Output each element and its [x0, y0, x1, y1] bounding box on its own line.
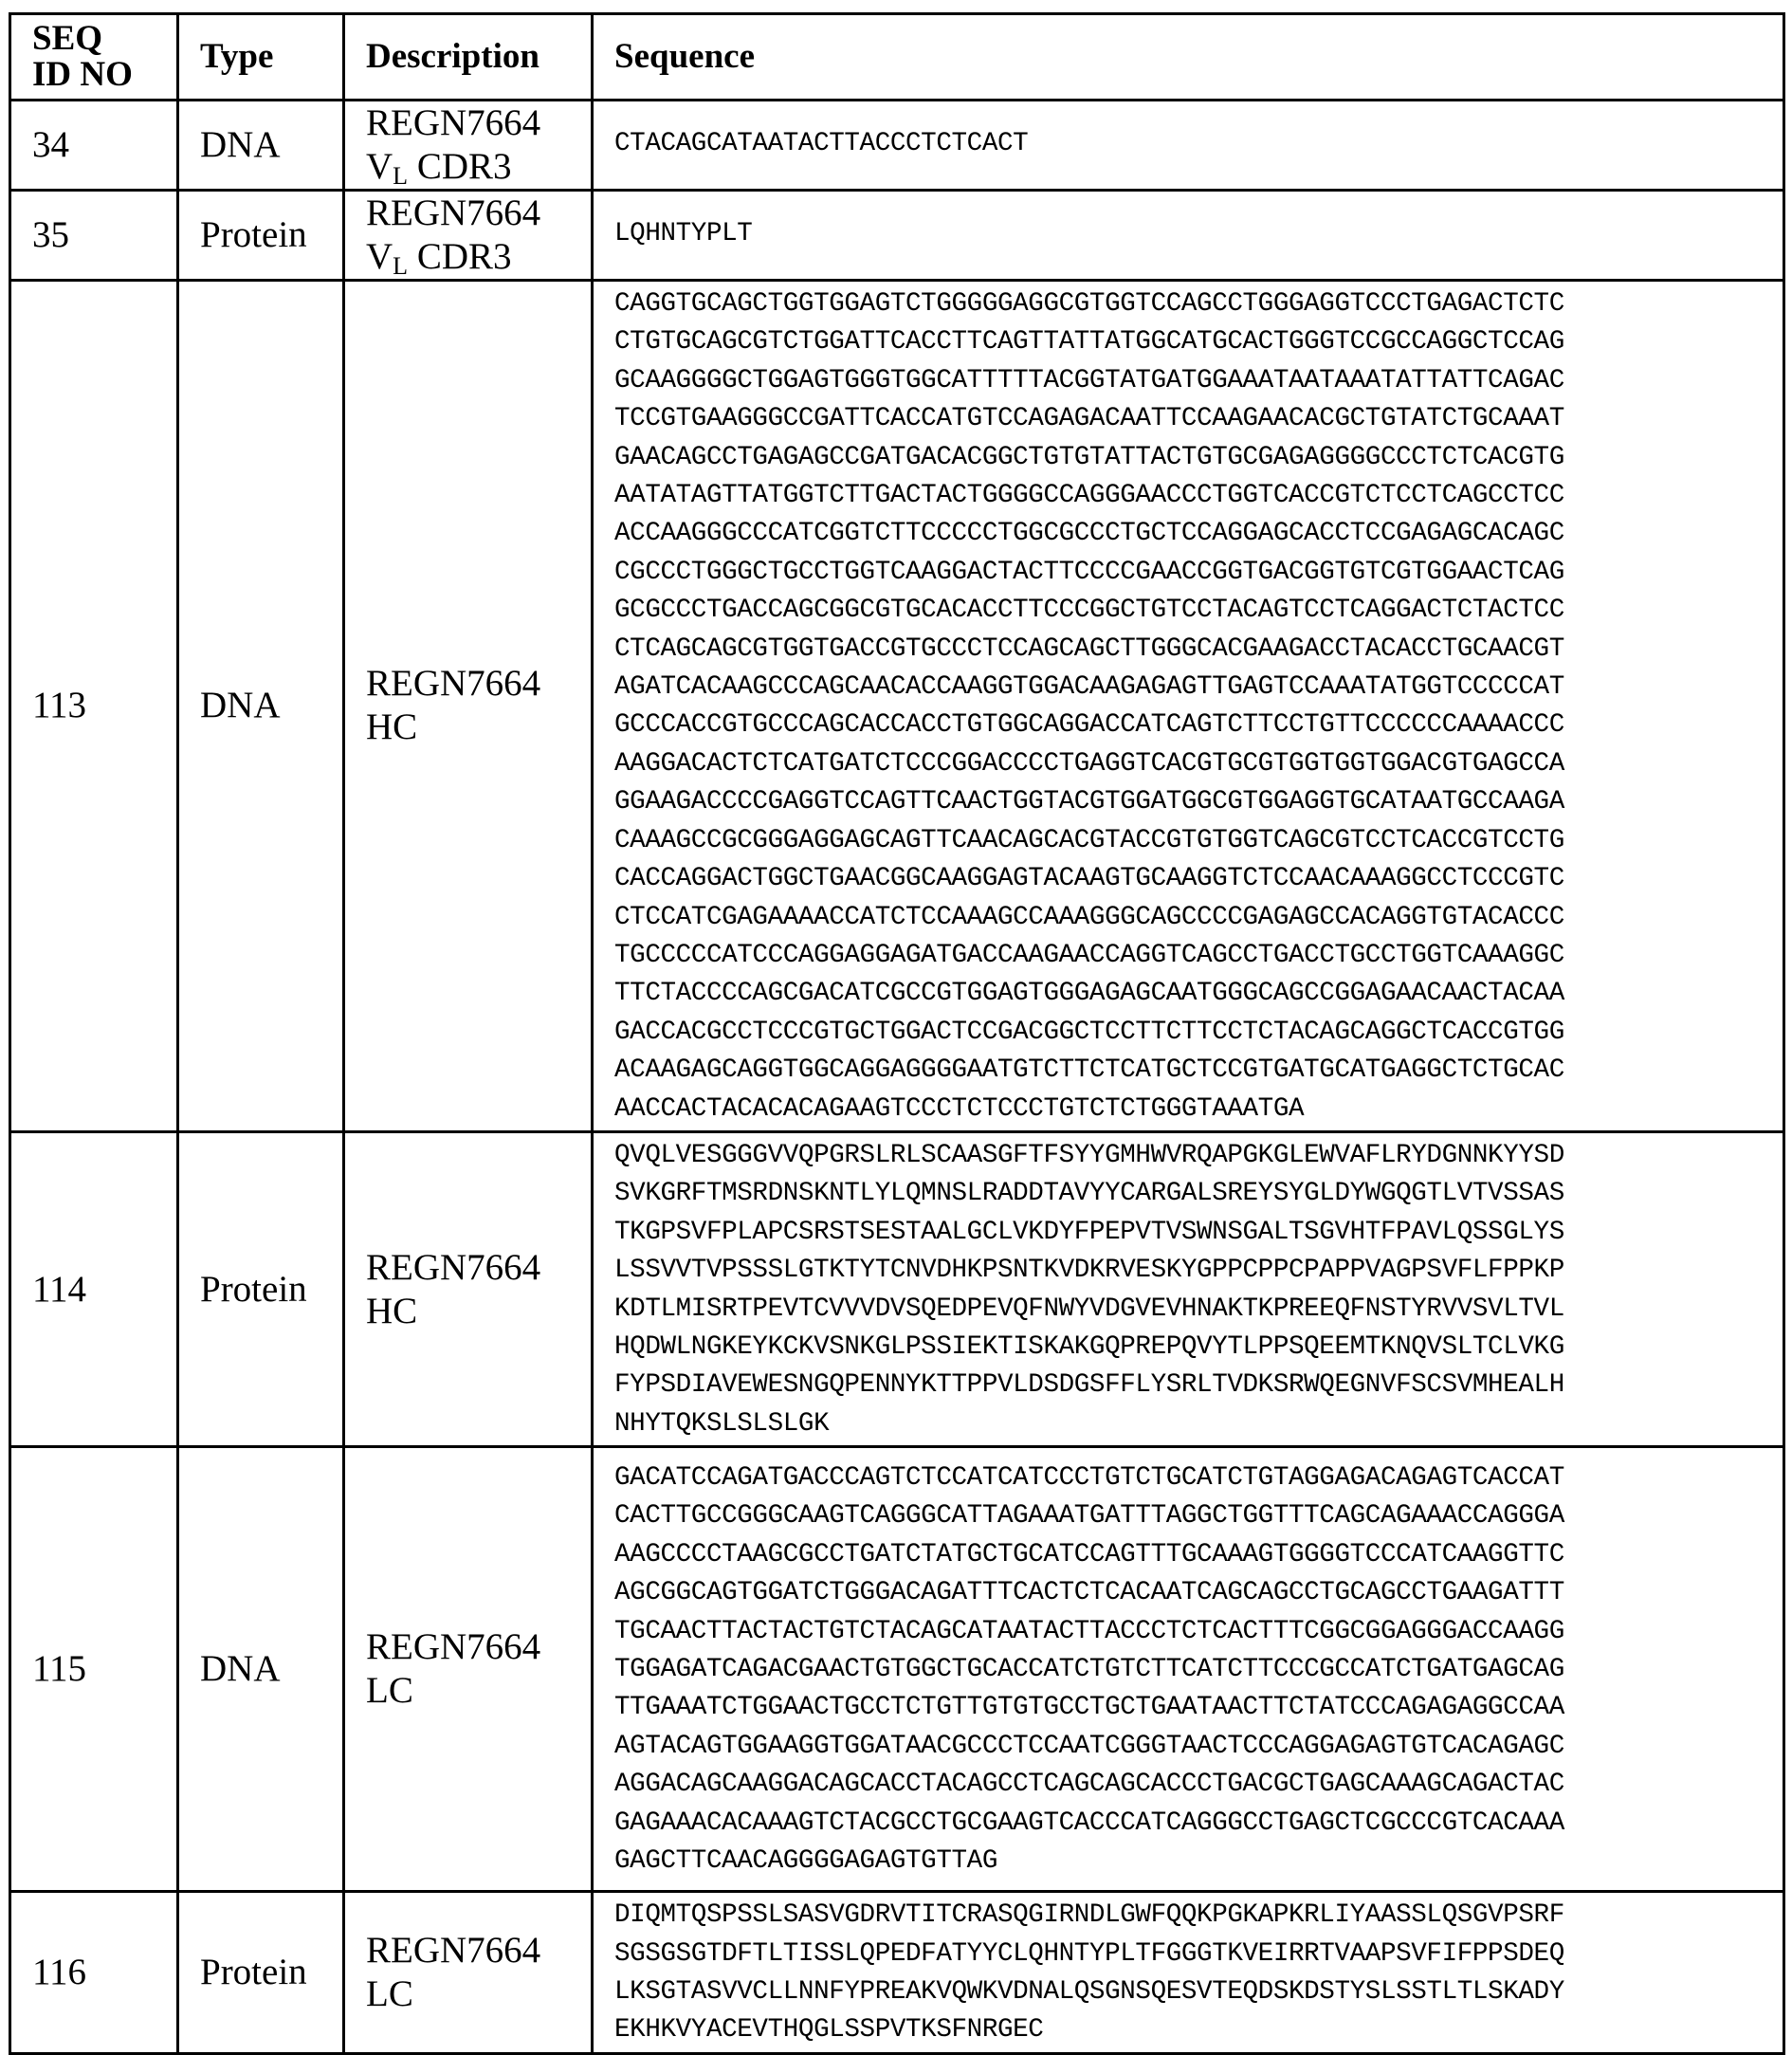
sequence-line: CTGTGCAGCGTCTGGATTCACCTTCAGTTATTATGGCATGCACTGGGTCCGCCAGGCTCCAG: [614, 327, 1564, 358]
sequence-line: GCAAGGGGCTGGAGTGGGTGGCATTTTTACGGTATGATGGAAATAATAAATATTATTCAGAC: [614, 365, 1564, 395]
description-cell: [344, 1447, 593, 1892]
table-row: [10, 191, 1784, 281]
description-line2: LC: [366, 1670, 413, 1712]
sequence-line: GACATCCAGATGACCCAGTCTCCATCATCCCTGTCTGCATCTGTAGGAGACAGAGTCACCAT: [614, 1462, 1564, 1493]
seq-id-cell: 35: [10, 191, 178, 281]
header-seq-id-line2: ID NO: [32, 55, 133, 94]
description-line2: $V_L$ CDR3: [366, 146, 512, 190]
sequence-line: SVKGRFTMSRDNSKNTLYLQMNSLRADDTAVYYCARGALSREYSYGLDYWGQGTLVTVSSAS: [614, 1179, 1564, 1209]
type-cell: DNA: [178, 101, 344, 191]
sequence-line: CTCCATCGAGAAAACCATCTCCAAAGCCAAAGGGCAGCCCCGAGAGCCACAGGTGTACACCC: [614, 902, 1564, 932]
description-line1: REGN7664: [366, 102, 541, 143]
sequence-line: TGGAGATCAGACGAACTGTGGCTGCACCATCTGTCTTCATCTTCCCGCCATCTGATGAGCAG: [614, 1654, 1564, 1684]
description-line2: LC: [366, 1973, 413, 2014]
sequence-line: GGAAGACCCCGAGGTCCAGTTCAACTGGTACGTGGATGGCGTGGAGGTGCATAATGCCAAGA: [614, 787, 1564, 817]
table-row: [10, 101, 1784, 191]
sequence-line: GAACAGCCTGAGAGCCGATGACACGGCTGTGTATTACTGTGCGAGAGGGGCCCTCTCACGTG: [614, 442, 1564, 472]
sequence-line: TKGPSVFPLAPCSRSTSESTAALGCLVKDYFPEPVTVSWNSGALTSGVHTFPAVLQSSGLYS: [614, 1217, 1564, 1247]
table-row: [10, 1447, 1784, 1892]
sequence-line: AAGCCCCTAAGCGCCTGATCTATGCTGCATCCAGTTTGCAAAGTGGGGTCCCATCAAGGTTC: [614, 1539, 1564, 1569]
sequence-line: TTGAAATCTGGAACTGCCTCTGTTGTGTGCCTGCTGAATAACTTCTATCCCAGAGAGGCCAA: [614, 1693, 1564, 1723]
header-description: Description: [344, 14, 593, 101]
description-line1: REGN7664: [366, 1246, 541, 1288]
header-sequence: Sequence: [593, 14, 1784, 101]
sequence-line: DIQMTQSPSSLSASVGDRVTITCRASQGIRNDLGWFQQKPGKAPKRLIYAASSLQSGVPSRF: [614, 1900, 1564, 1931]
type-cell: DNA: [178, 281, 344, 1132]
header-seq-id-line1: SEQ: [32, 19, 103, 58]
sequence-cell: [593, 101, 1784, 191]
sequence-line: AAGGACACTCTCATGATCTCCCGGACCCCTGAGGTCACGTGCGTGGTGGTGGACGTGAGCCA: [614, 748, 1564, 779]
seq-id-cell: 34: [10, 101, 178, 191]
type-cell: Protein: [178, 1892, 344, 2054]
table-row: [10, 1131, 1784, 1446]
sequence-line: AGGACAGCAAGGACAGCACCTACAGCCTCAGCAGCACCCTGACGCTGAGCAAAGCAGACTAC: [614, 1770, 1564, 1800]
sequence-line: QVQLVESGGGVVQPGRSLRLSCAASGFTFSYYGMHWVRQAPGKGLEWVAFLRYDGNNKYYSD: [614, 1140, 1564, 1170]
description-line1: REGN7664: [366, 193, 541, 233]
sequence-line: GAGCTTCAACAGGGGAGAGTGTTAG: [614, 1846, 997, 1877]
sequence-line: LQHNTYPLT: [614, 218, 753, 248]
sequence-line: AGCGGCAGTGGATCTGGGACAGATTTCACTCTCACAATCAGCAGCCTGCAGCCTGAAGATTT: [614, 1578, 1564, 1608]
sequence-line: AATATAGTTATGGTCTTGACTACTGGGGCCAGGGAACCCTGGTCACCGTCTCCTCAGCCTCC: [614, 481, 1564, 511]
sequence-line: TTCTACCCCAGCGACATCGCCGTGGAGTGGGAGAGCAATGGGCAGCCGGAGAACAACTACAA: [614, 979, 1564, 1009]
sequence-line: AGTACAGTGGAAGGTGGATAACGCCCTCCAATCGGGTAACTCCCAGGAGAGTGTCACAGAGC: [614, 1731, 1564, 1761]
header-row: [10, 14, 1784, 101]
sequence-line: CAGGTGCAGCTGGTGGAGTCTGGGGGAGGCGTGGTCCAGCCTGGGAGGTCCCTGAGACTCTC: [614, 289, 1564, 319]
sequence-line: KDTLMISRTPEVTCVVVDVSQEDPEVQFNWYVDGVEVHNAKTKPREEQFNSTYRVVSVLTVL: [614, 1294, 1564, 1324]
sequence-cell: [593, 281, 1784, 1132]
sequence-line: CGCCCTGGGCTGCCTGGTCAAGGACTACTTCCCCGAACCGGTGACGGTGTCGTGGAACTCAG: [614, 557, 1564, 587]
description-line1: REGN7664: [366, 1930, 541, 1971]
sequence-line: GCGCCCTGACCAGCGGCGTGCACACCTTCCCGGCTGTCCTACAGTCCTCAGGACTCTACTCC: [614, 596, 1564, 626]
seq-id-cell: 116: [10, 1892, 178, 2054]
sequence-cell: [593, 1447, 1784, 1892]
description-line2: HC: [366, 706, 418, 748]
sequence-cell: [593, 191, 1784, 281]
sequence-line: GCCCACCGTGCCCAGCACCACCTGTGGCAGGACCATCAGTCTTCCTGTTCCCCCCAAAACCC: [614, 710, 1564, 741]
description-cell: [344, 191, 593, 281]
type-cell: Protein: [178, 191, 344, 281]
sequence-line: HQDWLNGKEYKCKVSNKGLPSSIEKTISKAKGQPREPQVYTLPPSQEEMTKNQVSLTCLVKG: [614, 1331, 1564, 1362]
description-cell: [344, 1131, 593, 1446]
sequence-line: GAGAAACACAAAGTCTACGCCTGCGAAGTCACCCATCAGGGCCTGAGCTCGCCCGTCACAAA: [614, 1807, 1564, 1838]
header-type: Type: [178, 14, 344, 101]
description-line1: REGN7664: [366, 663, 541, 705]
seq-id-cell: 113: [10, 281, 178, 1132]
description-line2: $V_L$ CDR3: [366, 236, 512, 280]
sequence-line: TGCAACTTACTACTGTCTACAGCATAATACTTACCCTCTCACTTTCGGCGGAGGGACCAAGG: [614, 1616, 1564, 1646]
seq-id-cell: 114: [10, 1131, 178, 1446]
description-line2: HC: [366, 1290, 418, 1331]
sequence-cell: [593, 1131, 1784, 1446]
sequence-line: CACTTGCCGGGCAAGTCAGGGCATTAGAAATGATTTAGGCTGGTTTCAGCAGAAACCAGGGA: [614, 1501, 1564, 1532]
table-row: [10, 281, 1784, 1132]
type-cell: DNA: [178, 1447, 344, 1892]
description-cell: [344, 1892, 593, 2054]
sequence-line: ACAAGAGCAGGTGGCAGGAGGGGAATGTCTTCTCATGCTCCGTGATGCATGAGGCTCTGCAC: [614, 1055, 1564, 1086]
header-seq-id: [10, 14, 178, 101]
sequence-line: EKHKVYACEVTHQGLSSPVTKSFNRGEC: [614, 2015, 1044, 2046]
sequence-line: NHYTQKSLSLSLGK: [614, 1408, 830, 1439]
description-line1: REGN7664: [366, 1626, 541, 1668]
sequence-line: TCCGTGAAGGGCCGATTCACCATGTCCAGAGACAATTCCAAGAACACGCTGTATCTGCAAAT: [614, 404, 1564, 434]
table-row: [10, 1892, 1784, 2054]
sequence-cell: [593, 1892, 1784, 2054]
type-cell: Protein: [178, 1131, 344, 1446]
sequence-line: CAAAGCCGCGGGAGGAGCAGTTCAACAGCACGTACCGTGTGGTCAGCGTCCTCACCGTCCTG: [614, 825, 1564, 855]
description-cell: [344, 101, 593, 191]
sequence-line: LSSVVTVPSSSLGTKTYTCNVDHKPSNTKVDKRVESKYGPPCPPCPAPPVAGPSVFLFPPKP: [614, 1256, 1564, 1286]
sequence-line: FYPSDIAVEWESNGQPENNYKTTPPVLDSDGSFFLYSRLTVDKSRWQEGNVFSCSVMHEALH: [614, 1370, 1564, 1401]
sequence-line: ACCAAGGGCCCATCGGTCTTCCCCCTGGCGCCCTGCTCCAGGAGCACCTCCGAGAGCACAGC: [614, 519, 1564, 549]
sequence-table: [9, 12, 1785, 2055]
sequence-line: AACCACTACACACAGAAGTCCCTCTCCCTGTCTCTGGGTAAATGA: [614, 1093, 1305, 1124]
description-cell: [344, 281, 593, 1132]
sequence-line: CACCAGGACTGGCTGAACGGCAAGGAGTACAAGTGCAAGGTCTCCAACAAAGGCCTCCCGTC: [614, 864, 1564, 894]
sequence-line: CTCAGCAGCGTGGTGACCGTGCCCTCCAGCAGCTTGGGCACGAAGACCTACACCTGCAACGT: [614, 633, 1564, 664]
seq-id-cell: 115: [10, 1447, 178, 1892]
sequence-line: LKSGTASVVCLLNNFYPREAKVQWKVDNALQSGNSQESVTEQDSKDSTYSLSSTLTLSKADY: [614, 1977, 1564, 2007]
sequence-line: CTACAGCATAATACTTACCCTCTCACT: [614, 128, 1029, 158]
sequence-line: GACCACGCCTCCCGTGCTGGACTCCGACGGCTCCTTCTTCCTCTACAGCAGGCTCACCGTGG: [614, 1017, 1564, 1047]
sequence-line: SGSGSGTDFTLTISSLQPEDFATYYCLQHNTYPLTFGGGTKVEIRRTVAAPSVFIFPPSDEQ: [614, 1938, 1564, 1969]
sequence-line: AGATCACAAGCCCAGCAACACCAAGGTGGACAAGAGAGTTGAGTCCAAATATGGTCCCCCAT: [614, 672, 1564, 703]
sequence-line: TGCCCCCATCCCAGGAGGAGATGACCAAGAACCAGGTCAGCCTGACCTGCCTGGTCAAAGGC: [614, 940, 1564, 970]
